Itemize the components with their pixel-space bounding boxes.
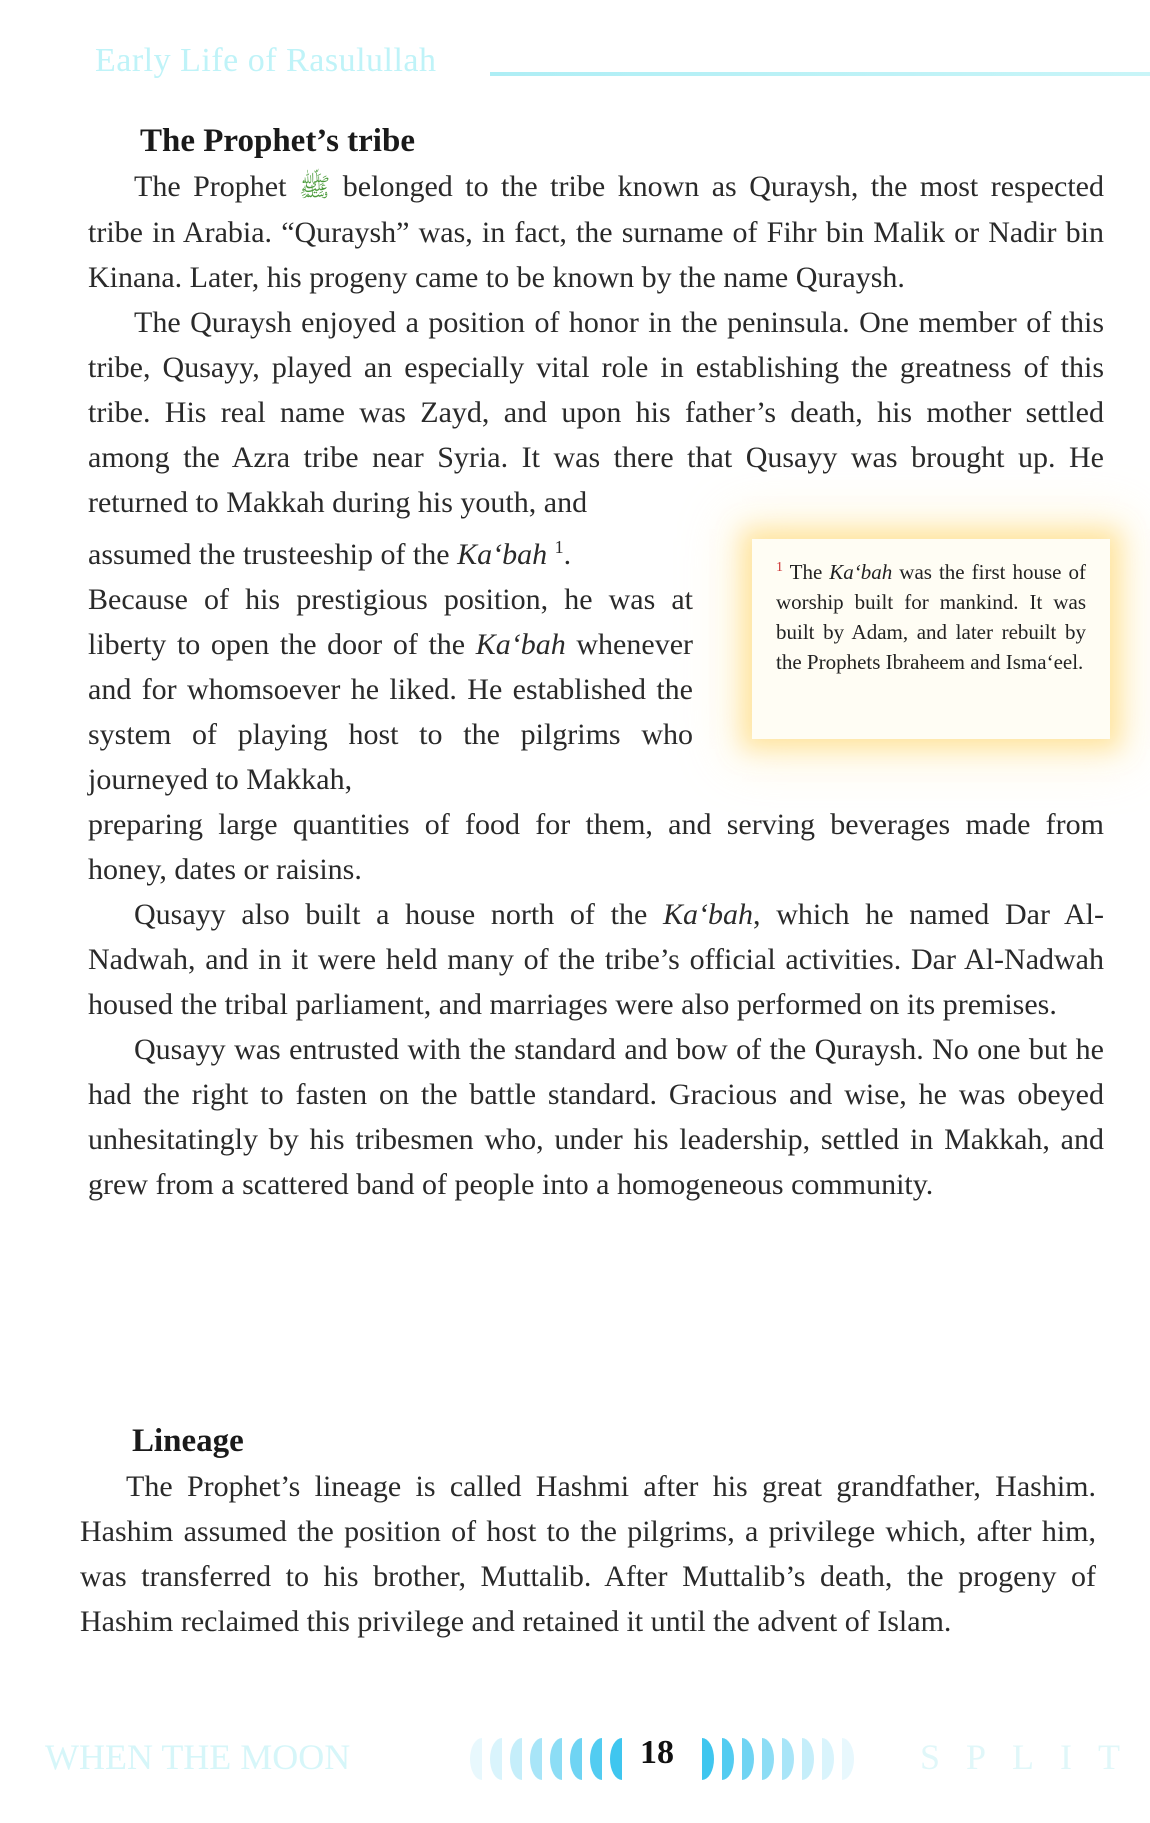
ornament-arc [610, 1738, 634, 1780]
text: , which he named Dar Al-Nadwah, and in it were held many of the tribe’s official activities. Dar Al-Nadwah housed the tribal parliament, and marriages were also performed on its premises. [88, 898, 1104, 1021]
text: The Quraysh enjoyed a position of honor in the peninsula. One member of this tribe, Qusayy, played an especially vital role in establishing the greatness of this tribe. His real name was Zayd, and upon his father’s death, his mother settled among the Azra tribe near Syria. It was there that Qusayy was brought up. He returned to Makkah during his youth, and [88, 306, 1104, 519]
text: was the first house of worship built for mankind. It was built by Adam, and later rebuilt by the Prophets Ibraheem and Isma‘eel. [776, 560, 1086, 674]
heading-prophets-tribe: The Prophet’s tribe [140, 123, 415, 159]
footnote-box [752, 539, 1110, 739]
text: The [783, 560, 830, 584]
section-prophets-tribe [88, 118, 1104, 1207]
footnote-wrap-zone [88, 525, 1104, 802]
text: Because of his prestigious position, he was at liberty to open the door of the [88, 583, 693, 661]
text-italic: Ka‘bah [475, 628, 566, 661]
page-number: 18 [640, 1734, 674, 1771]
text: . [563, 538, 572, 571]
paragraph [88, 892, 1104, 1027]
section-lineage [80, 1418, 1096, 1644]
paragraph-continued [88, 802, 1104, 892]
text: assumed the trusteeship of the [88, 538, 458, 571]
text-italic: Ka‘bah [457, 538, 548, 571]
text: The Prophet [134, 170, 287, 203]
paragraph: Qusayy was entrusted with the standard and bow of the Quraysh. No one but he had the right to fasten on the battle standard. Gracious and wise, he was obeyed unhesitatingly by his tribesmen who, under his leadership, settled in Makkah, and grew from a scattered band of people into a homogeneous community. [88, 1033, 1104, 1201]
paragraph [88, 164, 1104, 300]
footnote-ref[interactable]: 1 [554, 537, 564, 557]
text: belonged to the tribe known as Quraysh, the most respected tribe in Arabia. “Quraysh” was, in fact, the surname of Fihr bin Malik or Nadir bin Kinana. Later, his progeny came to be known by the name Quraysh. [88, 170, 1104, 294]
text: whenever and for whomsoever he liked. He established the system of playing host to the pilgrims who journeyed to Makkah, [88, 628, 693, 796]
paragraph [88, 300, 1104, 525]
heading-lineage: Lineage [132, 1423, 244, 1459]
paragraph-continued [88, 525, 693, 802]
footer-book-title-right: SPLIT [920, 1737, 1147, 1777]
footer-book-title-left: WHEN THE MOON [45, 1737, 351, 1777]
text: Qusayy also built a house north of the [134, 898, 663, 931]
paragraph: The Prophet’s lineage is called Hashmi after his great grandfather, Hashim. Hashim assumed the position of host to the pilgrims, a privilege which, after him, was transferred to his brother, Muttalib. After Muttalib’s death, the progeny of Hashim reclaimed this privilege and retained it until the advent of Islam. [80, 1470, 1096, 1638]
text: preparing large quantities of food for them, and serving beverages made from honey, dates or raisins. [88, 808, 1104, 886]
ornament-arc [690, 1738, 714, 1780]
text-italic: Ka‘bah [829, 560, 893, 584]
text-italic: Ka‘bah [663, 898, 753, 931]
header-rule [490, 72, 1150, 76]
pbuh-icon: ﷺ [298, 173, 331, 202]
page-footer [0, 1728, 1150, 1788]
running-title: Early Life of Rasulullah [95, 42, 437, 79]
footnote-number: 1 [776, 560, 783, 575]
